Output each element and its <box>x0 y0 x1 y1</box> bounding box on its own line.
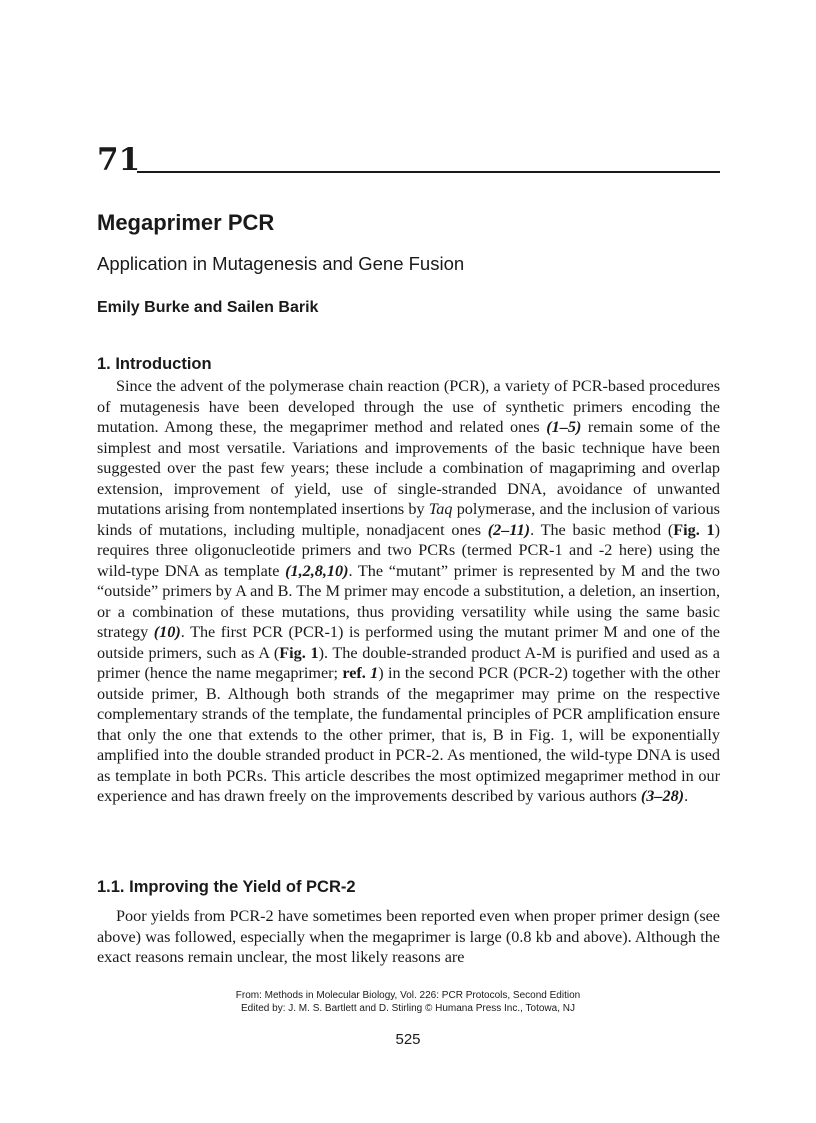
introduction-paragraph <box>97 376 720 807</box>
figure-reference: Fig. 1 <box>279 643 319 662</box>
section-heading-yield: 1.1. Improving the Yield of PCR-2 <box>97 878 356 896</box>
citation: (3–28) <box>640 787 685 805</box>
text-run: ) in the second PCR (PCR-2) together with the other outside primer, B. Although both strands of the megaprimer may prime on the respective complementary strands of the template, the fundamental principles of PCR amplification ensure that only the one that extends to the other primer, that is, B in Fig. 1, will be exponentially amplified into the double stranded product in PCR-2. As mentioned, the wild-type DNA is used as template in both PCRs. This article describes the most optimized megaprimer method in our experience and has drawn freely on the improvements described by various authors <box>97 664 720 805</box>
source-footnote <box>0 989 816 1015</box>
text-run: polymerase, and the inclusion of various kinds of mutations, including multiple, nonadjacent ones <box>97 500 720 539</box>
text-run: remain some of the simplest and most versatile. Variations and improvements of the basic technique have been suggested over the past few years; these include a combination of magapriming and overlap extension, improvement of yield, use of single-stranded DNA, avoidance of unwanted mutations arising from nontemplated insertions by <box>97 418 721 518</box>
chapter-rule <box>137 171 720 173</box>
source-line: From: Methods in Molecular Biology, Vol. 226: PCR Protocols, Second Edition <box>235 990 581 1001</box>
yield-paragraph: Poor yields from PCR-2 have sometimes been reported even when proper primer design (see above) was followed, especially when the megaprimer is large (0.8 kb and above). Although the exact reasons remain unclear, the most likely reasons are <box>97 907 720 966</box>
section-heading-introduction: 1. Introduction <box>97 355 212 373</box>
editor-line: Edited by: J. M. S. Bartlett and D. Stirling © Humana Press Inc., Totowa, NJ <box>241 1003 575 1014</box>
introduction-body <box>97 376 720 807</box>
text-run: . The first PCR (PCR-1) is performed using the mutant primer M and one of the outside primers, such as A ( <box>97 623 720 662</box>
chapter-title: Megaprimer PCR <box>97 210 275 235</box>
chapter-subtitle: Application in Mutagenesis and Gene Fusion <box>97 253 465 274</box>
citation: (1–5) <box>546 418 582 436</box>
citation: (1,2,8,10) <box>285 561 349 580</box>
chapter-heading <box>97 140 720 180</box>
citation: (2–11) <box>487 520 531 539</box>
figure-reference: Fig. 1 <box>673 520 715 539</box>
yield-body <box>97 906 720 968</box>
text-run: ). The double-stranded product A-M is purified and used as a primer (hence the name megaprimer; <box>97 643 720 682</box>
text-run: . The “mutant” primer is represented by M and the two “outside” primers by A and B. The M primer may encode a substitution, a deletion, an insertion, or a combination of these mutations, thus providing versatility while using the same basic strategy <box>97 561 720 641</box>
authors: Emily Burke and Sailen Barik <box>97 299 319 316</box>
italic-term: Taq <box>428 500 453 518</box>
text-run: ) requires three oligonucleotide primers and two PCRs (termed PCR-1 and -2 here) using the wild-type DNA as template <box>97 520 721 580</box>
text-run: . <box>684 787 689 805</box>
reference-label: ref. <box>342 664 371 682</box>
citation: 1 <box>370 664 379 682</box>
page-number: 525 <box>395 1031 421 1048</box>
citation: (10) <box>153 623 181 641</box>
text-run: Since the advent of the polymerase chain reaction (PCR), a variety of PCR-based procedures of mutagenesis have been developed through the use of synthetic primers encoding the mutation. Among these, the megaprimer method and related ones <box>97 377 720 436</box>
chapter-number: 71 <box>97 142 141 178</box>
text-run: . The basic method ( <box>530 520 674 539</box>
